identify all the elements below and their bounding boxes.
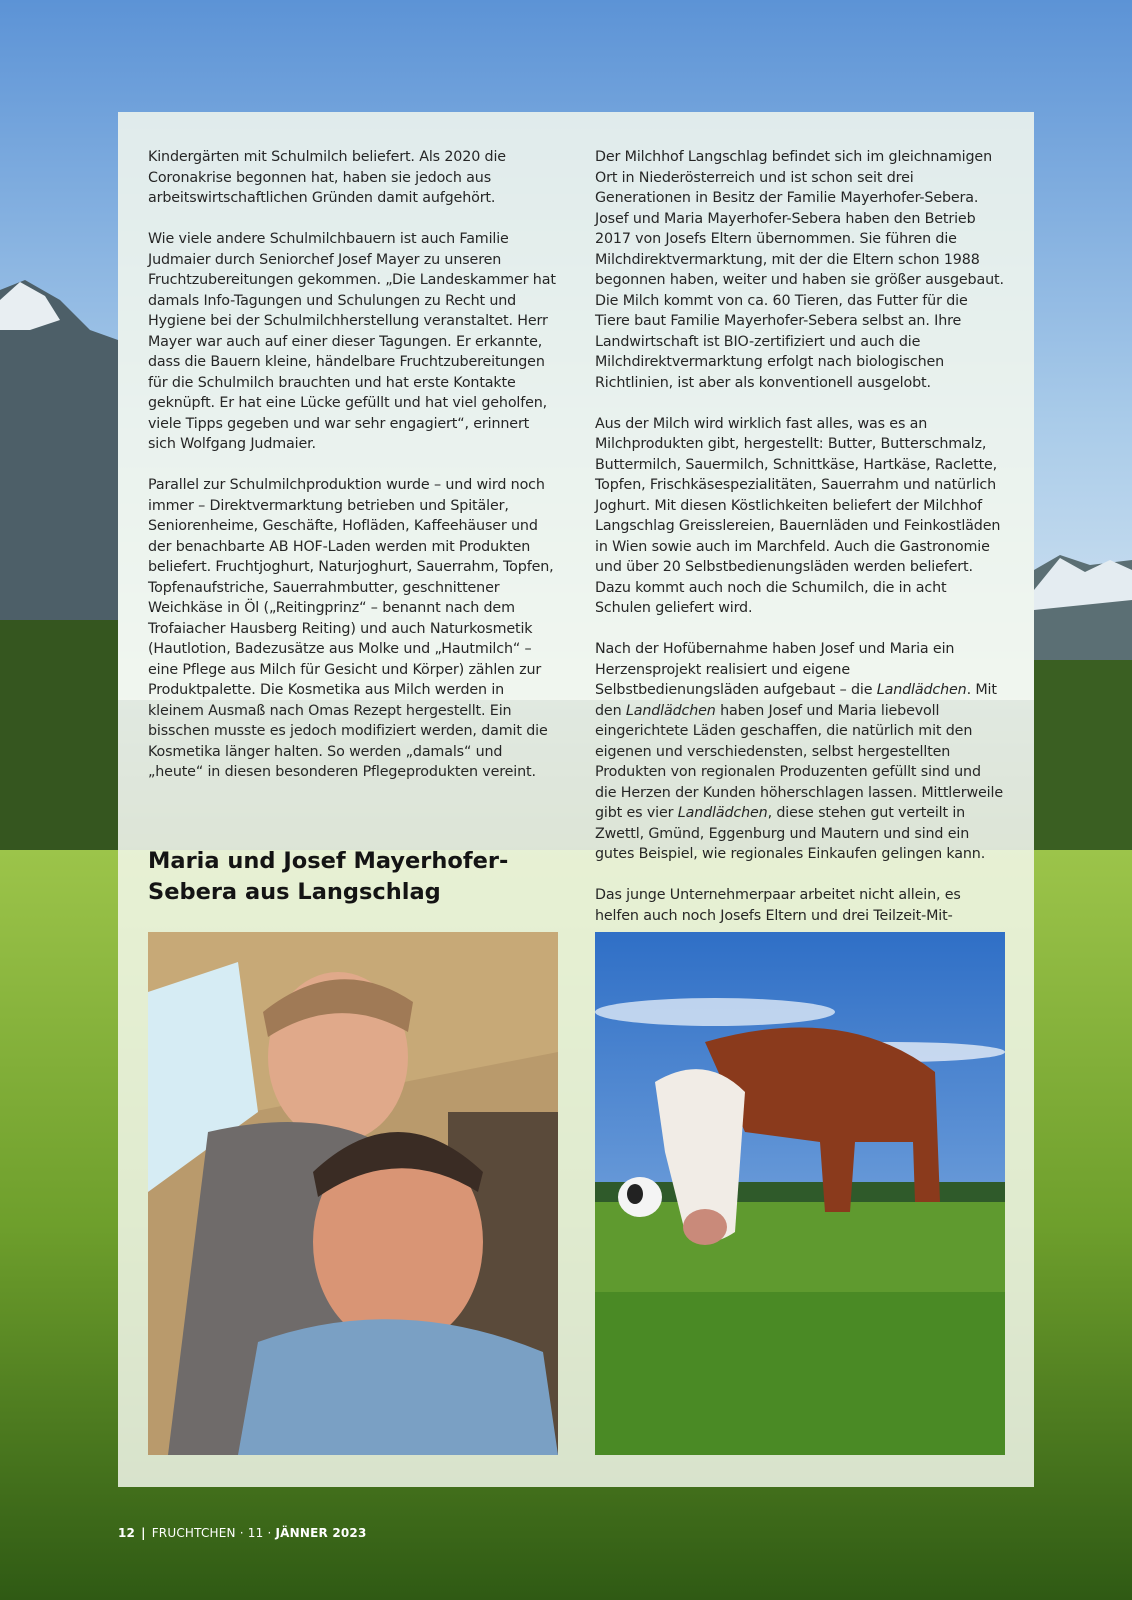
text-run: . Mit den — [595, 682, 997, 719]
paragraph — [595, 639, 1005, 865]
paragraph: Der Milchhof Langschlag befindet sich im gleichnamigen Ort in Niederösterreich und ist schon seit drei Generationen in Besitz der Familie Mayerhofer-Sebera. Josef und Maria Mayerhofer-Sebera haben den Betrieb 2017 von Josefs Eltern übernommen. Sie führen die Milchdirektvermarktung, mit der die Eltern schon 1988 begonnen haben, weiter und haben sie größer ausgebaut. Die Milch kommt von ca. 60 Tieren, das Futter für die Tiere baut Familie Mayerhofer-Sebera selbst an. Ihre Landwirtschaft ist BIO-zertifiziert und auch die Milchdirektvermarktung erfolgt nach biologischen Richtlinien, ist aber als konventionell ausgelobt. — [595, 149, 1004, 391]
cow-photo-illustration — [595, 932, 1005, 1455]
photo-cow-grazing — [595, 932, 1005, 1455]
photo-couple-selfie — [148, 932, 558, 1455]
text-run: haben Josef und Maria liebevoll eingerichtete Läden geschaffen, die natürlich mit den eigenen und verschiedensten, selbst hergestellten Produkten von regionalen Produzenten gefüllt sind und die Herzen der Kunden höherschlagen lassen. Mittlerweile gibt es vier — [595, 702, 1003, 821]
article-column-right — [595, 147, 1005, 947]
emphasis: Landlädchen — [677, 805, 768, 821]
issue-date: JÄNNER 2023 — [275, 1526, 367, 1540]
couple-photo-illustration — [148, 932, 558, 1455]
paragraph: Das junge Unternehmerpaar arbeitet nicht allein, es helfen auch noch Josefs Eltern und drei Teilzeit-Mit- — [595, 887, 961, 924]
text-run: , diese stehen gut verteilt in Zwettl, Gmünd, Eggenburg und Mautern und sind ein gutes Beispiel, wie regionales Einkaufen gelingen kann. — [595, 805, 986, 862]
article-column-left — [148, 147, 558, 803]
footer-separator: | — [141, 1526, 146, 1540]
section-heading: Maria und Josef Mayerhofer-Sebera aus Langschlag — [148, 848, 509, 905]
page-footer — [118, 1526, 367, 1540]
magazine-name: FRUCHTCHEN · 11 · — [151, 1526, 272, 1540]
page-number: 12 — [118, 1526, 136, 1540]
paragraph: Wie viele andere Schulmilchbauern ist auch Familie Judmaier durch Seniorchef Josef Mayer zu unseren Fruchtzubereitungen gekommen. „Die Landeskammer hat damals Info-Tagungen und Schulungen zu Recht und Hygiene bei der Schulmilchherstellung veranstaltet. Herr Mayer war auch auf einer dieser Tagungen. Er erkannte, dass die Bauern kleine, händelbare Fruchtzubereitungen für die Schulmilch brauchten und hat erste Kontakte geknüpft. Er hat eine Lücke gefüllt und hat viel geholfen, viele Tipps gegeben und war sehr engagiert“, erinnert sich Wolfgang Judmaier. — [148, 231, 556, 452]
emphasis: Landlädchen — [625, 702, 716, 719]
text-run: Nach der Hofübernahme haben Josef und Maria ein Herzensprojekt realisiert und eigene Selbstbedienungsläden aufgebaut – die — [595, 641, 955, 698]
paragraph: Aus der Milch wird wirklich fast alles, was es an Milchprodukten gibt, hergestellt: Butter, Butterschmalz, Buttermilch, Sauermilch, Schnittkäse, Hartkäse, Raclette, Topfen, Frischkäsespezialitäten, Sauerrahm und natürlich Joghurt. Mit diesen Köstlichkeiten beliefert der Milchhof Langschlag Greisslereien, Bauernläden und Feinkostläden in Wien sowie auch im Marchfeld. Auch die Gastronomie und über 20 Selbstbedienungsläden werden beliefert. Dazu kommt auch noch die Schumilch, die in acht Schulen geliefert wird. — [595, 415, 1001, 616]
paragraph: Kindergärten mit Schulmilch beliefert. Als 2020 die Coronakrise begonnen hat, haben sie jedoch aus arbeitswirtschaftlichen Gründen damit aufgehört. — [148, 149, 506, 206]
paragraph: Parallel zur Schulmilchproduktion wurde – und wird noch immer – Direktvermarktung betrieben und Spitäler, Seniorenheime, Geschäfte, Hofläden, Kaffeehäuser und der benachbarte AB HOF-Laden werden mit Produkten beliefert. Fruchtjoghurt, Naturjoghurt, Sauerrahm, Topfen, Topfenaufstriche, Sauerrahmbutter, geschnittener Weichkäse in Öl („Reitingprinz“ – benannt nach dem Trofaiacher Hausberg Reiting) und auch Naturkosmetik (Hautlotion, Badezusätze aus Molke und „Hautmilch“ – eine Pflege aus Milch für Gesicht und Körper) zählen zur Produktpalette. Die Kosmetika aus Milch werden in kleinem Ausmaß nach Omas Rezept hergestellt. Ein bisschen musste es jedoch modifiziert werden, damit die Kosmetika länger halten. So werden „damals“ und „heute“ in diesen besonderen Pflegeprodukten vereint. — [148, 477, 554, 780]
emphasis: Landlädchen — [876, 682, 967, 698]
